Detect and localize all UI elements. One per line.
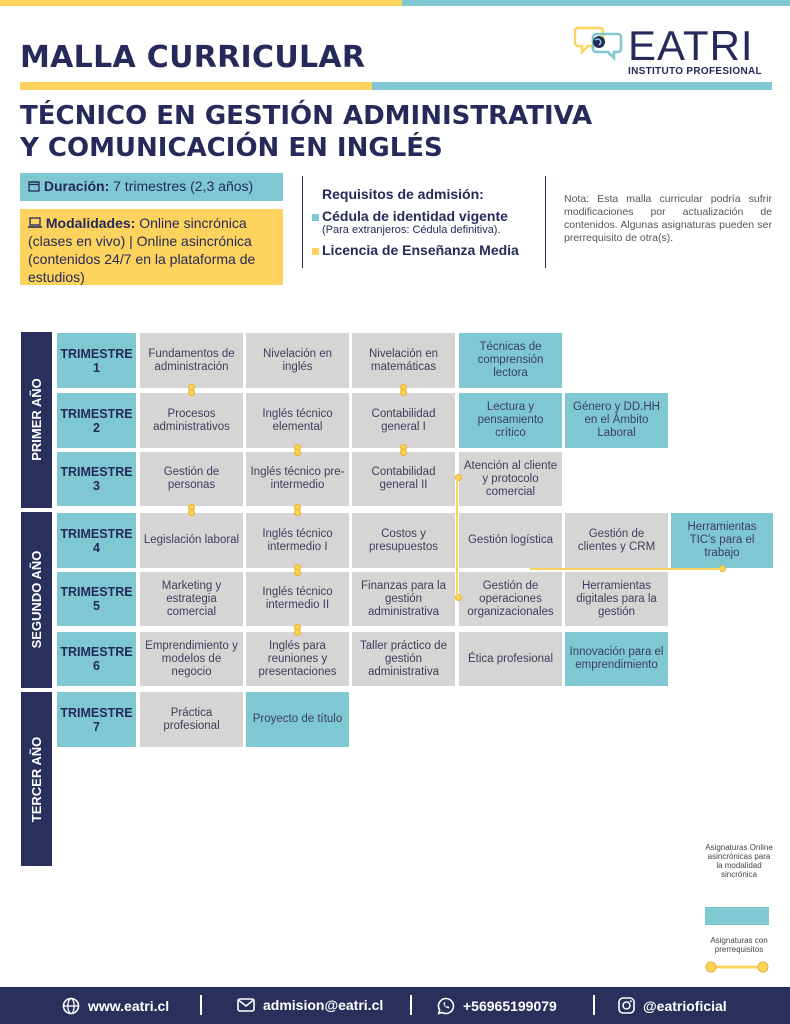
logo-subtitle: INSTITUTO PROFESIONAL	[628, 66, 762, 77]
course-cell: Procesos administrativos	[140, 393, 243, 448]
top-stripe-yellow	[0, 0, 402, 6]
course-cell: Inglés técnico intermedio I	[246, 513, 349, 568]
footer-web[interactable]: www.eatri.cl	[62, 997, 169, 1015]
prereq-dot	[294, 569, 301, 576]
title-underline-yellow	[20, 82, 372, 90]
chat-globe-icon	[574, 22, 624, 62]
trimester-label: TRIMESTRE 6	[57, 632, 136, 686]
requirements-title: Requisitos de admisión:	[322, 186, 484, 202]
course-cell: Gestión de clientes y CRM	[565, 513, 668, 568]
course-cell: Costos y presupuestos	[352, 513, 455, 568]
modality-value: Online sincrónica (clases en vivo) | Online asincrónica (contenidos 24/7 en la plataforma de estudios)	[28, 215, 256, 285]
course-cell: Gestión de personas	[140, 452, 243, 506]
prereq-dot	[294, 629, 301, 636]
calendar-icon	[28, 178, 44, 194]
trimester-label: TRIMESTRE 7	[57, 692, 136, 747]
prereq-dot	[294, 509, 301, 516]
course-cell: Género y DD.HH en el Ámbito Laboral	[565, 393, 668, 448]
course-cell: Ética profesional	[459, 632, 562, 686]
year-label: TERCER AÑO	[29, 736, 44, 823]
footer-separator	[593, 995, 595, 1015]
prereq-dot	[188, 509, 195, 516]
prereq-dot	[188, 389, 195, 396]
course-cell: Finanzas para la gestión administrativa	[352, 572, 455, 626]
legend-async-swatch	[705, 907, 769, 925]
note-text: Nota: Esta malla curricular podría sufrir modificaciones por actualización de contenidos. Algunas asignaturas pueden ser prerrequisito de otra(s).	[564, 193, 772, 244]
legend-async-text: Asignaturas Online asincrónicas para la modalidad sincrónica	[705, 843, 773, 879]
course-cell: Contabilidad general II	[352, 452, 455, 506]
duration-value: 7 trimestres (2,3 años)	[109, 178, 254, 194]
course-cell: Nivelación en matemáticas	[352, 333, 455, 388]
course-cell: Herramientas digitales para la gestión	[565, 572, 668, 626]
course-cell: Proyecto de título	[246, 692, 349, 747]
program-title-line2: Y COMUNICACIÓN EN INGLÉS	[20, 133, 443, 163]
course-cell: Innovación para el emprendimiento	[565, 632, 668, 686]
title-underline-teal	[372, 82, 772, 90]
prereq-dot	[400, 389, 407, 396]
requirement-2: Licencia de Enseñanza Media	[312, 242, 519, 258]
divider	[545, 176, 546, 268]
course-cell: Gestión de operaciones organizacionales	[459, 572, 562, 626]
trimester-label: TRIMESTRE 1	[57, 333, 136, 388]
modality-box	[20, 209, 283, 285]
course-cell: Inglés técnico pre-intermedio	[246, 452, 349, 506]
year-bar-1	[21, 332, 52, 508]
course-cell: Emprendimiento y modelos de negocio	[140, 632, 243, 686]
course-cell: Fundamentos de administración	[140, 333, 243, 388]
legend-prereq-symbol	[704, 960, 770, 974]
program-title	[20, 100, 592, 164]
whatsapp-icon	[437, 997, 455, 1015]
modality-label: Modalidades:	[45, 215, 136, 231]
trimester-label: TRIMESTRE 3	[57, 452, 136, 506]
course-cell: Práctica profesional	[140, 692, 243, 747]
course-cell: Atención al cliente y protocolo comercial	[459, 452, 562, 506]
footer-separator	[410, 995, 412, 1015]
requirement-1-note: (Para extranjeros: Cédula definitiva).	[322, 224, 501, 236]
course-cell: Contabilidad general I	[352, 393, 455, 448]
prereq-dot	[400, 449, 407, 456]
course-cell: Inglés para reuniones y presentaciones	[246, 632, 349, 686]
globe-icon	[62, 997, 80, 1015]
top-stripe-teal	[402, 0, 790, 6]
footer-separator	[200, 995, 202, 1015]
divider	[302, 176, 303, 268]
course-cell: Técnicas de comprensión lectora	[459, 333, 562, 388]
course-cell: Herramientas TIC's para el trabajo	[671, 513, 773, 568]
laptop-icon	[28, 215, 46, 231]
course-cell: Lectura y pensamiento crítico	[459, 393, 562, 448]
logo-name: EATRI	[628, 22, 754, 69]
page-title: MALLA CURRICULAR	[20, 40, 366, 75]
footer-phone[interactable]: +56965199079	[437, 997, 557, 1015]
trimester-label: TRIMESTRE 5	[57, 572, 136, 626]
trimester-label: TRIMESTRE 4	[57, 513, 136, 568]
course-cell: Nivelación en inglés	[246, 333, 349, 388]
instagram-icon	[618, 997, 635, 1014]
course-cell: Inglés técnico elemental	[246, 393, 349, 448]
course-cell: Inglés técnico intermedio II	[246, 572, 349, 626]
footer	[0, 987, 790, 1024]
course-cell: Marketing y estrategia comercial	[140, 572, 243, 626]
prereq-connector	[456, 478, 458, 596]
course-cell: Taller práctico de gestión administrativa	[352, 632, 455, 686]
course-cell: Gestión logística	[459, 513, 562, 568]
course-cell: Legislación laboral	[140, 513, 243, 568]
trimester-label: TRIMESTRE 2	[57, 393, 136, 448]
year-label: SEGUNDO AÑO	[29, 550, 44, 649]
footer-email[interactable]: admision@eatri.cl	[237, 997, 383, 1013]
program-title-line1: TÉCNICO EN GESTIÓN ADMINISTRATIVA	[20, 101, 593, 131]
requirement-1: Cédula de identidad vigente	[312, 208, 508, 224]
teal-bullet	[312, 214, 319, 221]
legend-prereq-text: Asignaturas con prerrequisitos	[710, 936, 768, 954]
mail-icon	[237, 998, 255, 1012]
prereq-connector	[530, 568, 722, 570]
prereq-dot	[294, 449, 301, 456]
duration-label: Duración:	[43, 178, 110, 194]
year-bar-3	[21, 692, 52, 866]
year-bar-2	[21, 512, 52, 688]
yellow-bullet	[312, 248, 319, 255]
year-label: PRIMER AÑO	[29, 378, 44, 461]
duration-box	[20, 173, 283, 201]
footer-instagram[interactable]: @eatrioficial	[618, 997, 727, 1014]
